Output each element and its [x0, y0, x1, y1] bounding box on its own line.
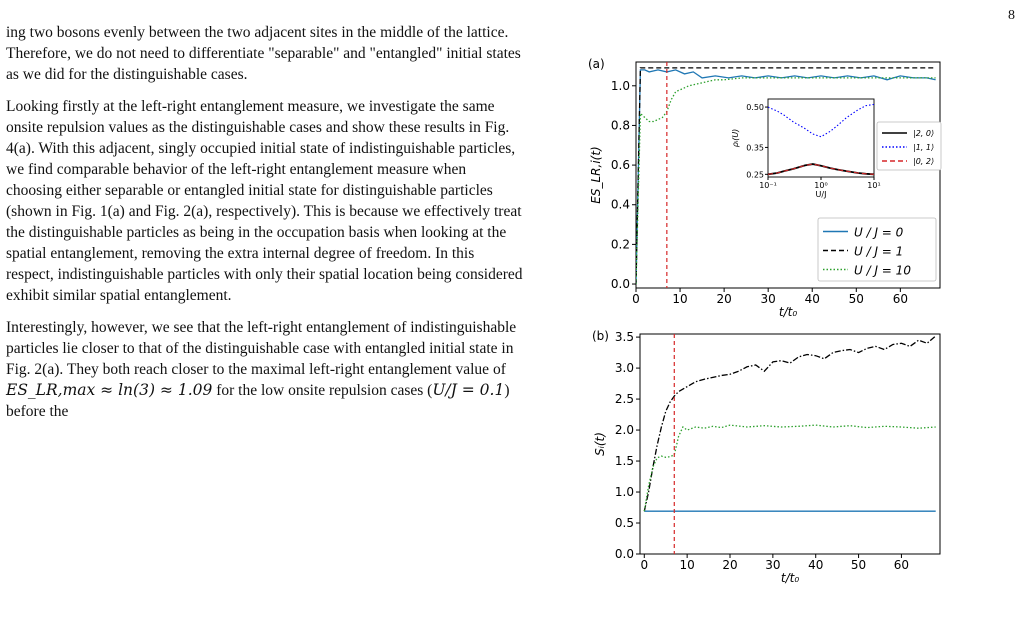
- x-axis-label: t/t₀: [778, 305, 798, 319]
- y-tick-label: 0.6: [610, 158, 630, 173]
- legend-label: U / J = 10: [854, 263, 911, 278]
- y-tick-label: 3.0: [614, 361, 634, 376]
- series-line: [644, 336, 935, 511]
- plot-frame: [640, 334, 940, 554]
- y-tick-label: 0.2: [610, 237, 630, 252]
- x-tick-label: 40: [808, 558, 824, 572]
- panel-a: [588, 57, 941, 319]
- inset-plot: [731, 99, 941, 199]
- y-tick-label: 1.0: [610, 78, 630, 93]
- y-tick-label: 2.5: [614, 392, 634, 407]
- inset-y-axis-label: ρᵢ(U): [731, 128, 740, 148]
- x-tick-label: 50: [848, 292, 864, 306]
- series-line: [644, 425, 935, 511]
- y-tick-label: 0.0: [614, 547, 634, 561]
- inset-x-tick-label: 10⁻¹: [759, 181, 777, 190]
- panel-label: (b): [592, 329, 609, 343]
- inset-legend: [877, 122, 941, 170]
- legend-label: |1, 1⟩: [913, 143, 935, 152]
- x-tick-label: 60: [893, 558, 910, 572]
- max-entanglement-equation: ES_LR,max ≈ ln(3) ≈ 1.09: [6, 381, 213, 399]
- y-tick-label: 0.4: [610, 197, 630, 212]
- y-tick-label: 3.5: [614, 330, 634, 345]
- y-tick-label: 2.0: [614, 423, 634, 438]
- x-tick-label: 30: [765, 558, 781, 572]
- paragraph-3-start: Interestingly, however, we see that the left-right entanglement of indistinguishable particles lie closer to that of the distinguishable case with entangled initial state in Fig. 2(a). They both reach closer to the maximal left-right entanglement value of: [6, 319, 517, 378]
- y-tick-label: 0.0: [610, 277, 630, 292]
- paragraph-3-end: ) before the: [6, 382, 510, 420]
- x-tick-label: 10: [672, 292, 688, 306]
- y-axis-label: Sᵢ(t): [593, 432, 607, 456]
- paragraph-2: Looking firstly at the left-right entanglement measure, we investigate the same onsite repulsion values as the distinguishable cases and show these results in Fig. 4(a). With this adjacent, singly occupied initial state of indistinguishable particles, we find comparable behavior of the left-right entanglement measure when choosing either separable or entangled initial state for distinguishable particles (shown in Fig. 1(a) and Fig. 2(a), respectively). This is because we effectively treat the distinguishable particles as being in the occupation basis when looking at the spatial entanglement, removing the extra internal degree of freedom. In this respect, indistinguishable particles with only their spatial location being considered exhibit similar spatial entanglement.: [6, 98, 523, 304]
- inset-y-tick-label: 0.25: [746, 170, 764, 180]
- inset-y-tick-label: 0.35: [746, 143, 764, 153]
- legend-label: U / J = 1: [854, 244, 904, 259]
- repulsion-equation: U/J = 0.1: [432, 381, 505, 399]
- x-tick-label: 60: [892, 292, 908, 306]
- x-tick-label: 50: [850, 558, 867, 572]
- paragraph-1: ing two bosons evenly between the two adjacent sites in the middle of the lattice. Therefore, we do not need to differentiate "separable" and "entangled" initial states as we did for the distinguishable cases.: [6, 24, 521, 83]
- x-tick-label: 10: [679, 558, 695, 572]
- inset-x-tick-label: 10¹: [867, 181, 881, 190]
- x-tick-label: 30: [760, 292, 776, 306]
- x-tick-label: 0: [632, 292, 640, 306]
- inset-y-tick-label: 0.50: [746, 103, 764, 113]
- y-axis-label: ES_LR,i(t): [589, 146, 603, 204]
- paragraph-3-mid: for the low onsite repulsion cases (: [212, 382, 433, 399]
- y-tick-label: 0.5: [614, 516, 634, 531]
- inset-x-tick-label: 10⁰: [814, 181, 828, 190]
- y-tick-label: 1.0: [614, 485, 634, 500]
- panel-label: (a): [588, 57, 605, 71]
- x-tick-label: 20: [722, 558, 738, 572]
- x-axis-label: t/t₀: [780, 571, 800, 585]
- panel-b: [592, 329, 940, 585]
- y-tick-label: 1.5: [614, 454, 634, 469]
- legend-label: U / J = 0: [854, 225, 904, 240]
- y-tick-label: 0.8: [610, 118, 630, 133]
- page-number: 8: [1008, 8, 1015, 23]
- legend-label: |0, 2⟩: [913, 157, 935, 166]
- legend-label: |2, 0⟩: [913, 129, 935, 138]
- x-tick-label: 20: [716, 292, 732, 306]
- legend-a: [818, 218, 936, 281]
- x-tick-label: 0: [640, 558, 649, 572]
- x-tick-label: 40: [804, 292, 820, 306]
- inset-x-axis-label: U/J: [815, 190, 827, 199]
